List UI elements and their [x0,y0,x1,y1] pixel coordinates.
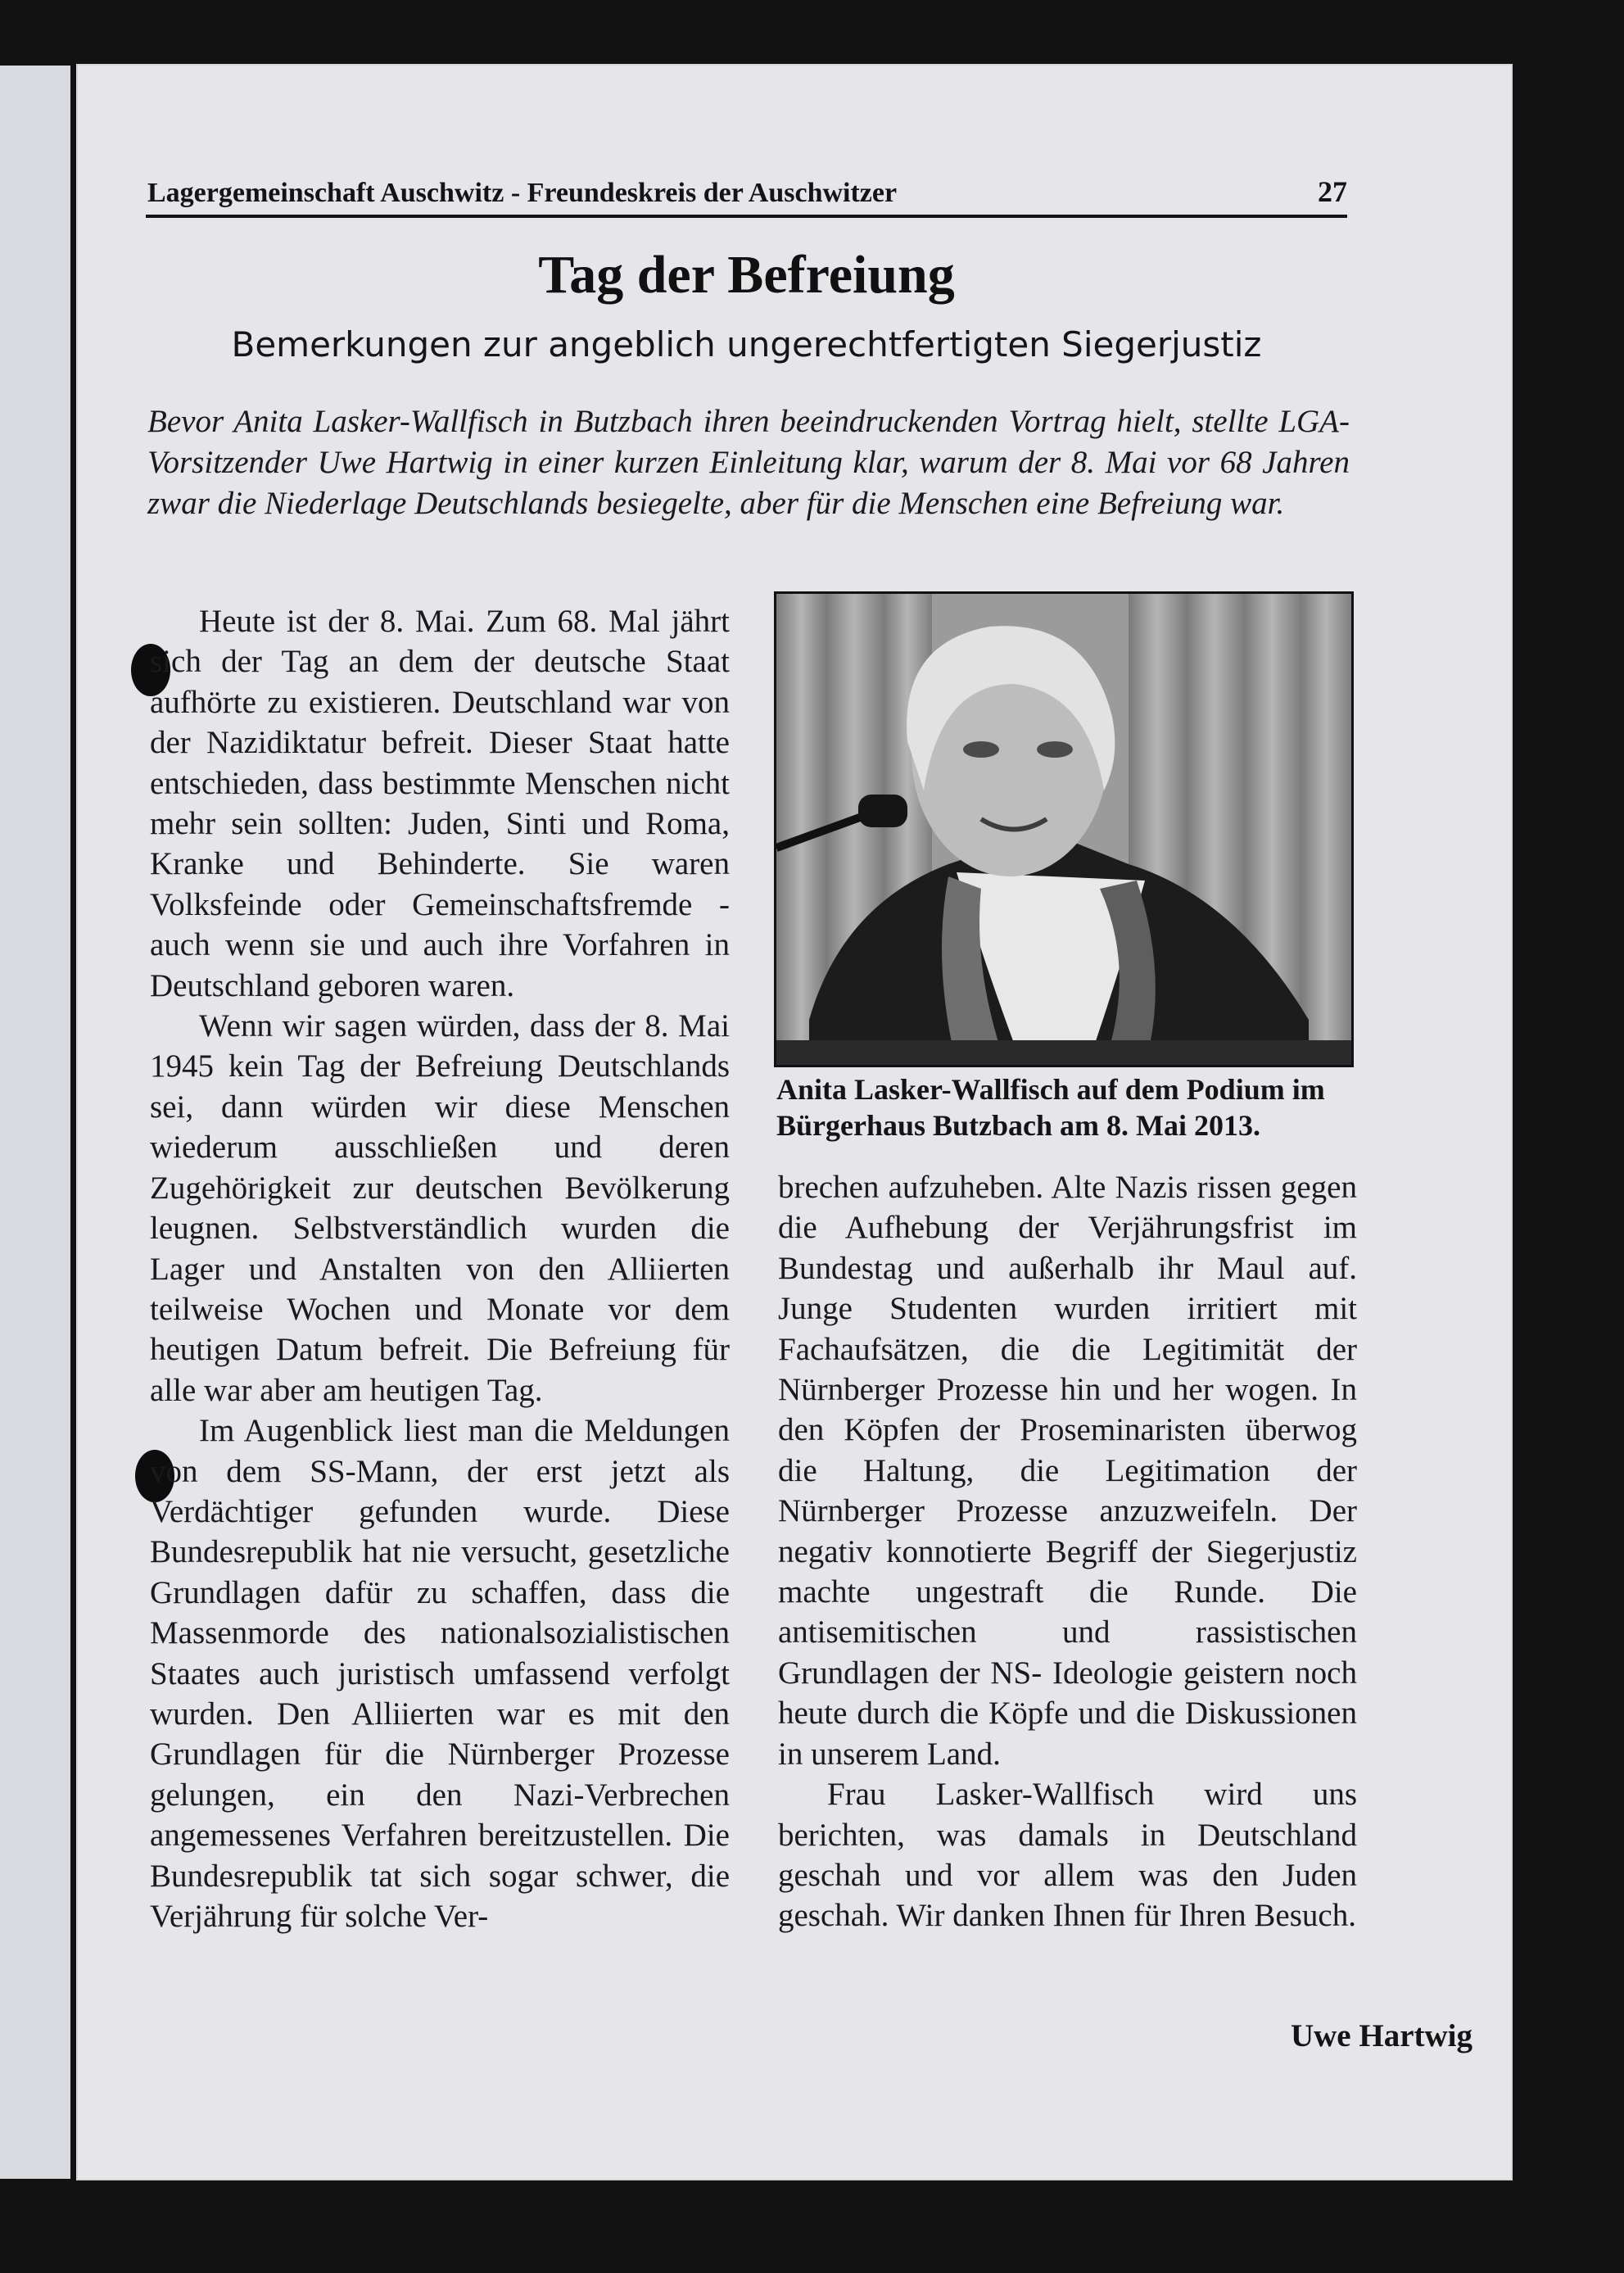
paragraph: Heute ist der 8. Mai. Zum 68. Mal jährt sich der Tag an dem der deutsche Staat aufhörte zu existieren. Deutschland war von der Nazidiktatur befreit. Dieser Staat hatte entschieden, dass bestimmte Menschen nicht mehr sein sollten: Juden, Sinti und Roma, Kranke und Behinderte. Sie waren Volksfeinde oder Gemeinschaftsfremde - auch wenn sie und auch ihre Vorfahren in Deutschland geboren waren. [150,604,730,1003]
author-signature: Uwe Hartwig [1290,2018,1472,2053]
paragraph: Wenn wir sagen würden, dass der 8. Mai 1945 kein Tag der Befreiung Deutschlands sei, dann würden wir diese Menschen wiederum ausschließen und deren Zugehörigkeit zur deutschen Bevölkerung leugnen. Selbstverständlich wurden die Lager und Anstalten von den Alliierten teilweise Wochen und Monate vor dem heutigen Datum befreit. Die Befreiung für alle war aber am heutigen Tag. [150,1008,730,1408]
running-title: Lagergemeinschaft Auschwitz - Freundeskreis der Auschwitzer [147,178,898,208]
running-header [147,168,1347,209]
paragraph: Frau Lasker-Wallfisch wird uns berichten, was damals in Deutschland geschah und vor allem was den Juden geschah. Wir danken Ihnen für Ihren Besuch. [778,1777,1357,1934]
previous-page-edge [0,66,70,2179]
paragraph: brechen aufzuheben. Alte Nazis rissen gegen die Aufhebung der Verjährungsfrist im Bundestag und außerhalb ihr Maul auf. Junge Studenten wurden irritiert mit Fachaufsätzen, die die Legitimität der Nürnberger Prozesse hin und her wogen. In den Köpfen der Proseminaristen überwog die Haltung, die Legitimation der Nürnberger Prozesse anzuzweifeln. Der negativ konnotierte Begriff der Siegerjustiz machte ungestraft die Runde. Die antisemitischen und rassistischen Grundlagen der NS- Ideologie geistern noch heute durch die Köpfe und die Diskussionen in unserem Land. [778,1170,1357,1772]
page-number: 27 [1318,175,1347,208]
left-column [150,601,730,1936]
article-title: Tag der Befreiung [538,245,955,305]
header-rule [146,215,1347,218]
article-intro: Bevor Anita Lasker-Wallfisch in Butzbach ihren beeindruckenden Vortrag hielt, stellte LGA-Vorsitzender Uwe Hartwig in einer kurzen Einleitung klar, warum der 8. Mai vor 68 Jahren zwar die Niederlage Deutschlands besiegelte, aber für die Menschen eine Befreiung war. [147,404,1350,521]
photo-caption: Anita Lasker-Wallfisch auf dem Podium im Bürgerhaus Butzbach am 8. Mai 2013. [776,1073,1325,1142]
speaker-photo [774,591,1354,1067]
article-subtitle: Bemerkungen zur angeblich ungerechtfertigten Siegerjustiz [231,324,1262,364]
paragraph: Im Augenblick liest man die Meldungen von dem SS-Mann, der erst jetzt als Verdächtiger gefunden wurde. Diese Bundesrepublik hat nie versucht, gesetzliche Grundlagen dafür zu schaffen, dass die Massenmorde des nationalsozialistischen Staates auch juristisch umfassend verfolgt wurden. Den Alliierten war es mit den Grundlagen für die Nürnberger Prozesse gelungen, ein den Nazi-Verbrechen angemessenes Verfahren bereitzustellen. Die Bundesrepublik tat sich sogar schwer, die Verjährung für solche Ver- [150,1413,730,1934]
right-column [778,1167,1357,1936]
